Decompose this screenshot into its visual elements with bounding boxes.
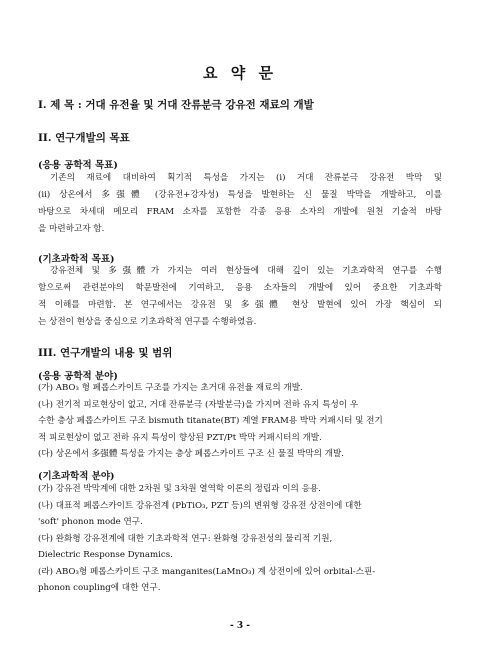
basic-goal-paragraph bbox=[38, 263, 442, 331]
applied-content-list bbox=[38, 380, 442, 463]
paragraph-line: (ii) 상온에서 多强體 (강유전+강자성) 특성을 발현하는 신 물질 박막을 개발하고, 이를 bbox=[38, 190, 442, 200]
applied-content-heading: (응용 공학적 분야) bbox=[38, 371, 118, 382]
section-goals-heading: II. 연구개발의 목표 bbox=[38, 132, 130, 144]
list-item: (다) 완화형 강유전계에 대한 기초과학적 연구: 완화형 강유전성의 물리적 기원, bbox=[38, 533, 333, 544]
list-item: 'soft' phonon mode 연구. bbox=[38, 517, 143, 527]
basic-content-list bbox=[38, 481, 442, 597]
list-item: Dielectric Response Dynamics. bbox=[38, 550, 173, 560]
list-item: 수한 층상 페롭스카이트 구조 bismuth titanate(BT) 계열 FRAM용 박막 커패시터 및 전기 bbox=[38, 416, 383, 426]
paragraph-line: 적 이해를 마련함. 본 연구에서는 강유전 및 多强體 현상 발현에 있어 가장 핵심이 되 bbox=[38, 300, 442, 310]
section-content-heading: III. 연구개발의 내용 및 범위 bbox=[38, 347, 173, 359]
list-item: (라) ABO₃형 페롭스카이트 구조 manganites(LaMnO₃) 계 상전이에 있어 orbital-스핀- bbox=[38, 566, 376, 577]
page-number: - 3 - bbox=[230, 621, 250, 631]
basic-goal-heading: (기초과학적 목표) bbox=[38, 254, 115, 265]
paragraph-line: 을 마련하고자 함. bbox=[38, 224, 105, 234]
list-item: 적 피로현상이 없고 전하 유지 특성이 향상된 PZT/Pt 박막 커패시터의 개발. bbox=[38, 432, 322, 443]
applied-goal-paragraph bbox=[38, 170, 442, 238]
paragraph-line: 함으로써 관련분야의 학문발전에 기여하고, 응용 소자들의 개발에 있어 중요한 기초과학 bbox=[38, 283, 442, 293]
page-title: 요 약 문 bbox=[203, 64, 277, 82]
applied-goal-heading: (응용 공학적 목표) bbox=[38, 160, 118, 171]
list-item: (가) 강유전 박막계에 대한 2차원 및 3차원 열역학 이론의 정립과 이의 응용. bbox=[38, 484, 321, 494]
list-item: (나) 대표적 페롭스카이트 강유전계 (PbTiO₃, PZT 등)의 변위형 강유전 상전이에 대한 bbox=[38, 500, 362, 511]
list-item: phonon coupling에 대한 연구. bbox=[38, 583, 161, 593]
list-item: (다) 상온에서 多强體 특성을 가지는 층상 페롭스카이트 구조 신 물질 박막의 개발. bbox=[38, 449, 345, 459]
basic-content-heading: (기초과학적 분야) bbox=[38, 471, 115, 482]
paragraph-line: 기존의 재료에 대비하여 획기적 특성을 가지는 (i) 거대 잔류분극 강유전 박막 및 bbox=[50, 173, 442, 183]
list-item: (나) 전기적 피로현상이 없고, 거대 잔류분극 (자발분극)을 가지며 전하 유지 특성이 우 bbox=[38, 399, 359, 410]
paragraph-line: 바탕으로 차세대 메모리 FRAM 소자를 포함한 각종 응용 소자의 개발에 원천 기술적 바탕 bbox=[38, 207, 442, 217]
list-item: (가) ABO₃ 형 페롭스카이트 구조를 가지는 초거대 유전율 재료의 개발. bbox=[38, 383, 303, 393]
section-title-heading: I. 제 목 : 거대 유전율 및 거대 잔류분극 강유전 재료의 개발 bbox=[38, 99, 314, 111]
paragraph-line: 는 상전이 현상을 중심으로 기초과학적 연구를 수행하였음. bbox=[38, 317, 257, 327]
paragraph-line: 강유전체 및 多强體가 가지는 여러 현상들에 대해 깊이 있는 기초과학적 연구를 수행 bbox=[50, 266, 442, 276]
